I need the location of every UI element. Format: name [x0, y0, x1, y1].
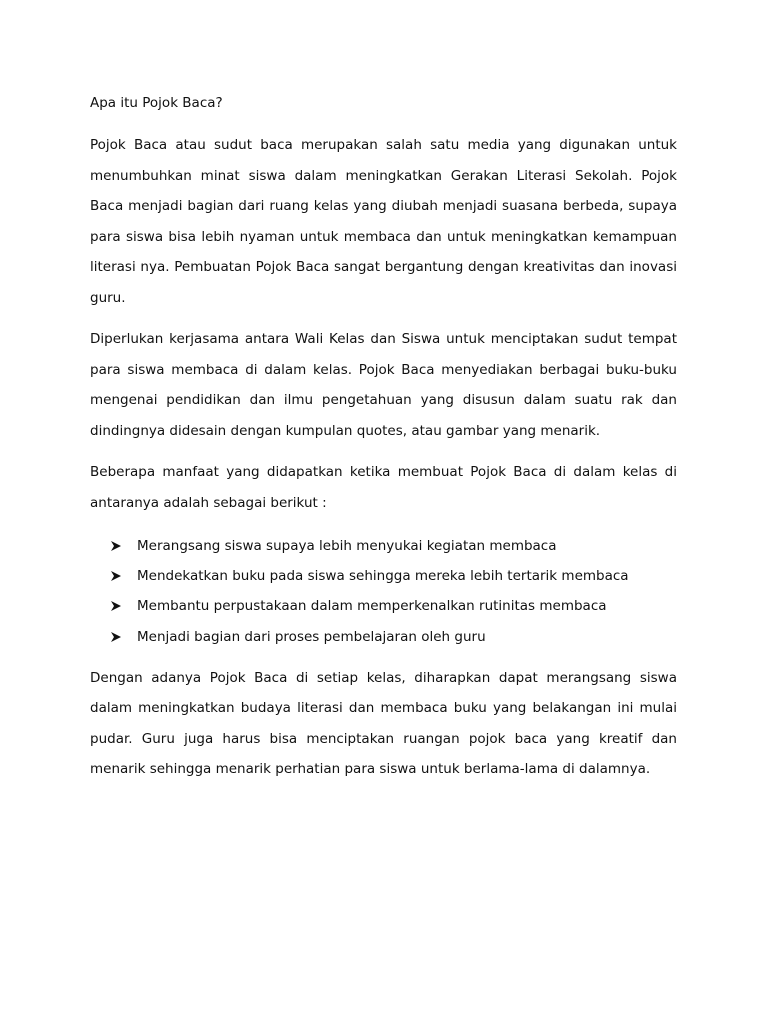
- list-item: [90, 531, 677, 561]
- list-item: [90, 561, 677, 591]
- document-title: Apa itu Pojok Baca?: [90, 95, 223, 111]
- document-body: [90, 90, 677, 796]
- list-item-text: Membantu perpustakaan dalam memperkenalkan rutinitas membaca: [137, 598, 607, 615]
- list-item-text: Merangsang siswa supaya lebih menyukai kegiatan membaca: [137, 538, 557, 554]
- list-item: [90, 591, 677, 621]
- paragraph-definition: Pojok Baca atau sudut baca merupakan salah satu media yang digunakan untuk menumbuhkan minat siswa dalam meningkatkan Gerakan Literasi Sekolah. Pojok Baca menjadi bagian dari ruang kelas yang diubah menjadi suasana berbeda, supaya para siswa bisa lebih nyaman untuk membaca dan untuk meningkatkan kemampuan literasi nya. Pembuatan Pojok Baca sangat bergantung dengan kreativitas dan inovasi guru.: [90, 137, 677, 306]
- list-item-text: Menjadi bagian dari proses pembelajaran oleh guru: [137, 628, 486, 645]
- arrowhead-bullet-icon: [111, 571, 121, 581]
- paragraph-closing: Dengan adanya Pojok Baca di setiap kelas, diharapkan dapat merangsang siswa dalam meningkatkan budaya literasi dan membaca buku yang belakangan ini mulai pudar. Guru juga harus bisa menciptakan ruangan pojok baca yang kreatif dan menarik sehingga menarik perhatian para siswa untuk berlama-lama di dalamnya.: [90, 669, 677, 778]
- paragraph-benefits-intro: Beberapa manfaat yang didapatkan ketika membuat Pojok Baca di dalam kelas di antaranya adalah sebagai berikut :: [90, 464, 677, 511]
- list-item-text: Mendekatkan buku pada siswa sehingga mereka lebih tertarik membaca: [137, 568, 629, 585]
- arrowhead-bullet-icon: [111, 632, 121, 642]
- list-item: [90, 622, 677, 652]
- benefits-list: [90, 531, 677, 652]
- arrowhead-bullet-icon: [111, 601, 121, 611]
- paragraph-cooperation: Diperlukan kerjasama antara Wali Kelas dan Siswa untuk menciptakan sudut tempat para siswa membaca di dalam kelas. Pojok Baca menyediakan berbagai buku-buku mengenai pendidikan dan ilmu pengetahuan yang disusun dalam suatu rak dan dindingnya didesain dengan kumpulan quotes, atau gambar yang menarik.: [90, 331, 677, 439]
- arrowhead-bullet-icon: [111, 541, 121, 551]
